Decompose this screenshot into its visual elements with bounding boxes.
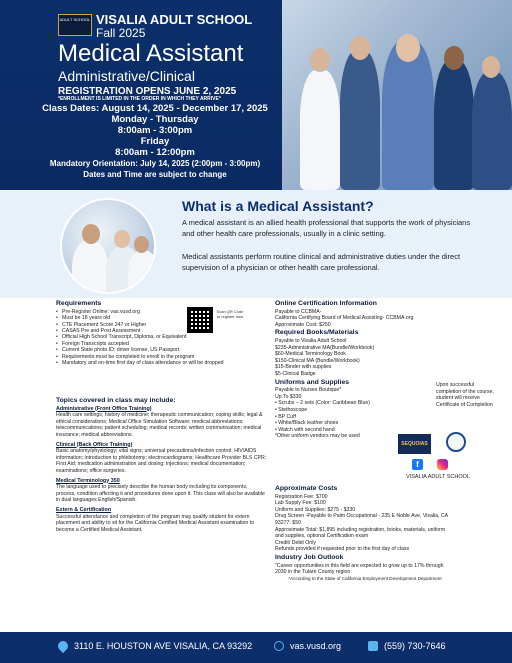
books-line: $150-Clinical MA (Bundle/Workbook) xyxy=(275,357,360,364)
weekday-days: Monday - Thursday xyxy=(111,114,199,125)
what-is-title: What is a Medical Assistant? xyxy=(182,198,374,214)
books-line: Payable to Visalia Adult School xyxy=(275,337,347,344)
cost-line: Lab Supply Fee: $100 xyxy=(275,500,326,507)
medical-staff-photo xyxy=(282,0,512,190)
schedule-block xyxy=(30,103,280,180)
uniforms-title: Uniforms and Supplies xyxy=(275,378,350,386)
uniform-line: • Scrubs – 2 sets (Color: Caribbean Blue) xyxy=(275,400,370,407)
what-is-paragraph-1: A medical assistant is an allied health professional that supports the work of physicians and other health care professionals, usually in a clinic setting. xyxy=(182,218,471,238)
clinical-heading: Clinical (Back Office Training) xyxy=(56,441,133,448)
enrollment-note: *ENROLLMENT IS LIMITED IN THE ORDER IN WHICH THEY ARRIVE* xyxy=(58,96,221,102)
subject-to-change: Dates and Time are subject to change xyxy=(83,170,227,179)
orientation: Mandatory Orientation: July 14, 2025 (2:00pm - 3:00pm) xyxy=(49,159,261,168)
doctors-circle-photo xyxy=(60,198,156,294)
list-item: • Official High School Transcript, Diploma, or Equivalent xyxy=(56,334,266,341)
list-item: • Pre-Register Online: vas.vusd.org xyxy=(56,309,186,316)
cert-line: Approximate Cost: $250 xyxy=(275,321,331,328)
certificate-note: Upon successful completion of the course, student will receive Certificate of Completion xyxy=(436,382,494,408)
uniform-line: • BP Cuff xyxy=(275,413,296,420)
requirements-section xyxy=(56,301,186,335)
footer-phone[interactable]: (559) 730-7646 xyxy=(384,641,446,651)
costs-section xyxy=(275,486,455,582)
costs-title: Approximate Costs xyxy=(275,485,338,492)
uniform-line: Payable to Nurses Boutique* xyxy=(275,387,342,394)
requirements-list xyxy=(56,309,186,335)
header-banner xyxy=(0,0,512,190)
terminology-text: The language used to precisely describe the human body including its components, process, condition affecting it and procedures done upon it. This class will also be available in dual languages English/Spanish. xyxy=(56,484,265,504)
class-dates: Class Dates: August 14, 2025 - December 17, 2025 xyxy=(42,103,268,114)
friday-time: 8:00am - 12:00pm xyxy=(115,147,195,158)
uniform-line: • White/Black leather shoes xyxy=(275,420,339,427)
uniform-line: • Stethoscope xyxy=(275,406,308,413)
page-title: Medical Assistant xyxy=(58,40,244,67)
books-line: $60-Medical Terminology Book xyxy=(275,351,346,358)
cost-line: Approximate Total: $1,895 including registration, books, materials, uniform and supplies, optional Certification exam xyxy=(275,526,446,540)
cost-line: Refunds provided if requested prior to the first day of class xyxy=(275,546,410,553)
adult-school-logo: ADULT SCHOOL xyxy=(58,14,92,36)
location-pin-icon xyxy=(56,639,70,653)
cost-line: Drug Screen -Payable to Palm Occupational - 235 E Noble Ave, Visalia, CA 93277: $50 xyxy=(275,513,448,526)
qr-caption: Scan QR Code to register now xyxy=(216,309,244,319)
school-seal-icon xyxy=(446,432,466,452)
school-name: VISALIA ADULT SCHOOL xyxy=(96,12,253,27)
page-subtitle: Administrative/Clinical xyxy=(58,68,195,84)
facebook-icon[interactable]: f xyxy=(412,459,423,470)
topics-section xyxy=(56,398,268,533)
admin-text: Health care settings; history of medicine; therapeutic communication; coping skills; legal & ethical considerations; Medical Office Simulation Software; medical abbreviations; telecommunications; patient scheduling; medical records; written communication; medical insurance; medical abbreviations. xyxy=(56,412,263,438)
list-item: • Requirements must be completed to enroll in the program xyxy=(56,354,266,361)
terminology-heading: Medical Terminology 350 xyxy=(56,477,120,484)
instagram-icon[interactable] xyxy=(437,459,448,470)
what-is-paragraph-2: Medical assistants perform routine clinical and administrative duties under the direct supervision of a physician or other health care professional. xyxy=(182,252,461,272)
extern-text: Successful attendance and completion of the program may qualify student for extern placement and ability to sit for the California Certified Medical Assistant examination to become a Certified Medical Assistant. xyxy=(56,513,255,533)
uniform-line: Up To $330 xyxy=(275,393,302,400)
requirements-title: Requirements xyxy=(56,300,102,307)
cost-line: Credit/ Debit Only xyxy=(275,539,316,546)
registration-qr-code[interactable] xyxy=(187,307,213,333)
books-line: $15-Binder with supplies xyxy=(275,364,332,371)
books-line: $235-Administrative MA(Bundle/Workbook) xyxy=(275,344,375,351)
visalia-adult-school-label: VISALIA ADULT SCHOOL xyxy=(406,474,470,480)
outlook-title: Industry Job Outlook xyxy=(275,553,344,561)
admin-heading: Administrative (Front Office Training) xyxy=(56,405,152,412)
cert-line: California Certifying Board of Medical Assisting- CCBMA.org xyxy=(275,315,414,322)
uniform-line: • Watch with second hand xyxy=(275,426,335,433)
list-item: • CASAS Pre and Post Assessment xyxy=(56,328,186,335)
term-label: Fall 2025 xyxy=(96,26,146,40)
topics-title: Topics covered in class may include: xyxy=(56,397,176,404)
requirements-list xyxy=(56,334,266,367)
friday-days: Friday xyxy=(140,136,170,147)
footer-bar xyxy=(0,632,512,663)
extern-heading: Extern & Certification xyxy=(56,506,112,513)
clinical-text: Basic anatomy/physiology; vital signs; universal precautions/infection control; HIV/AIDS information; introduction to phlebotomy; electrocardiograms; Healthcare Provider BLS CPR; First Aid; medication administration and dosing; injections; medical documentation; examinations; office surgeries. xyxy=(56,448,267,474)
sequoias-logo: SEQUOIAS xyxy=(398,434,431,454)
outlook-source: *According to the State of California Employment Development Department xyxy=(288,575,442,581)
footer-website[interactable]: vas.vusd.org xyxy=(290,641,342,651)
books-line: $5-Clinical Badge xyxy=(275,370,316,377)
requirements-section-cont xyxy=(56,334,266,367)
cost-line: Uniform and Supplies: $275 - $330 xyxy=(275,506,356,513)
certification-title: Online Certification Information xyxy=(275,300,377,307)
footer-address: 3110 E. HOUSTON AVE VISALIA, CA 93292 xyxy=(74,641,253,651)
list-item: • Mandatory and on-time first day of class attendance or will be dropped xyxy=(56,360,266,367)
cost-line: Registration Fee: $700 xyxy=(275,493,328,500)
uniform-line: *Other uniform vendors may be used xyxy=(275,433,360,440)
certification-section xyxy=(275,301,445,440)
registration-opens: REGISTRATION OPENS JUNE 2, 2025 xyxy=(58,86,237,97)
books-title: Required Books/Materials xyxy=(275,329,359,337)
list-item: • Current State photo ID: driver license, US Passport xyxy=(56,347,266,354)
phone-icon xyxy=(368,641,378,651)
outlook-text: "Career opportunities in this field are expected to grow up to 17% through 2030 in the Tulare County region. xyxy=(275,562,444,576)
list-item: • Foreign Transcripts accepted xyxy=(56,341,266,348)
list-item: • CTE Placement Score 247 or Higher xyxy=(56,322,186,329)
cert-line: Payable to CCBMA- xyxy=(275,308,322,315)
weekday-time: 8:00am - 3:00pm xyxy=(117,125,193,136)
globe-icon xyxy=(274,641,284,651)
list-item: • Must be 18 years old xyxy=(56,315,186,322)
